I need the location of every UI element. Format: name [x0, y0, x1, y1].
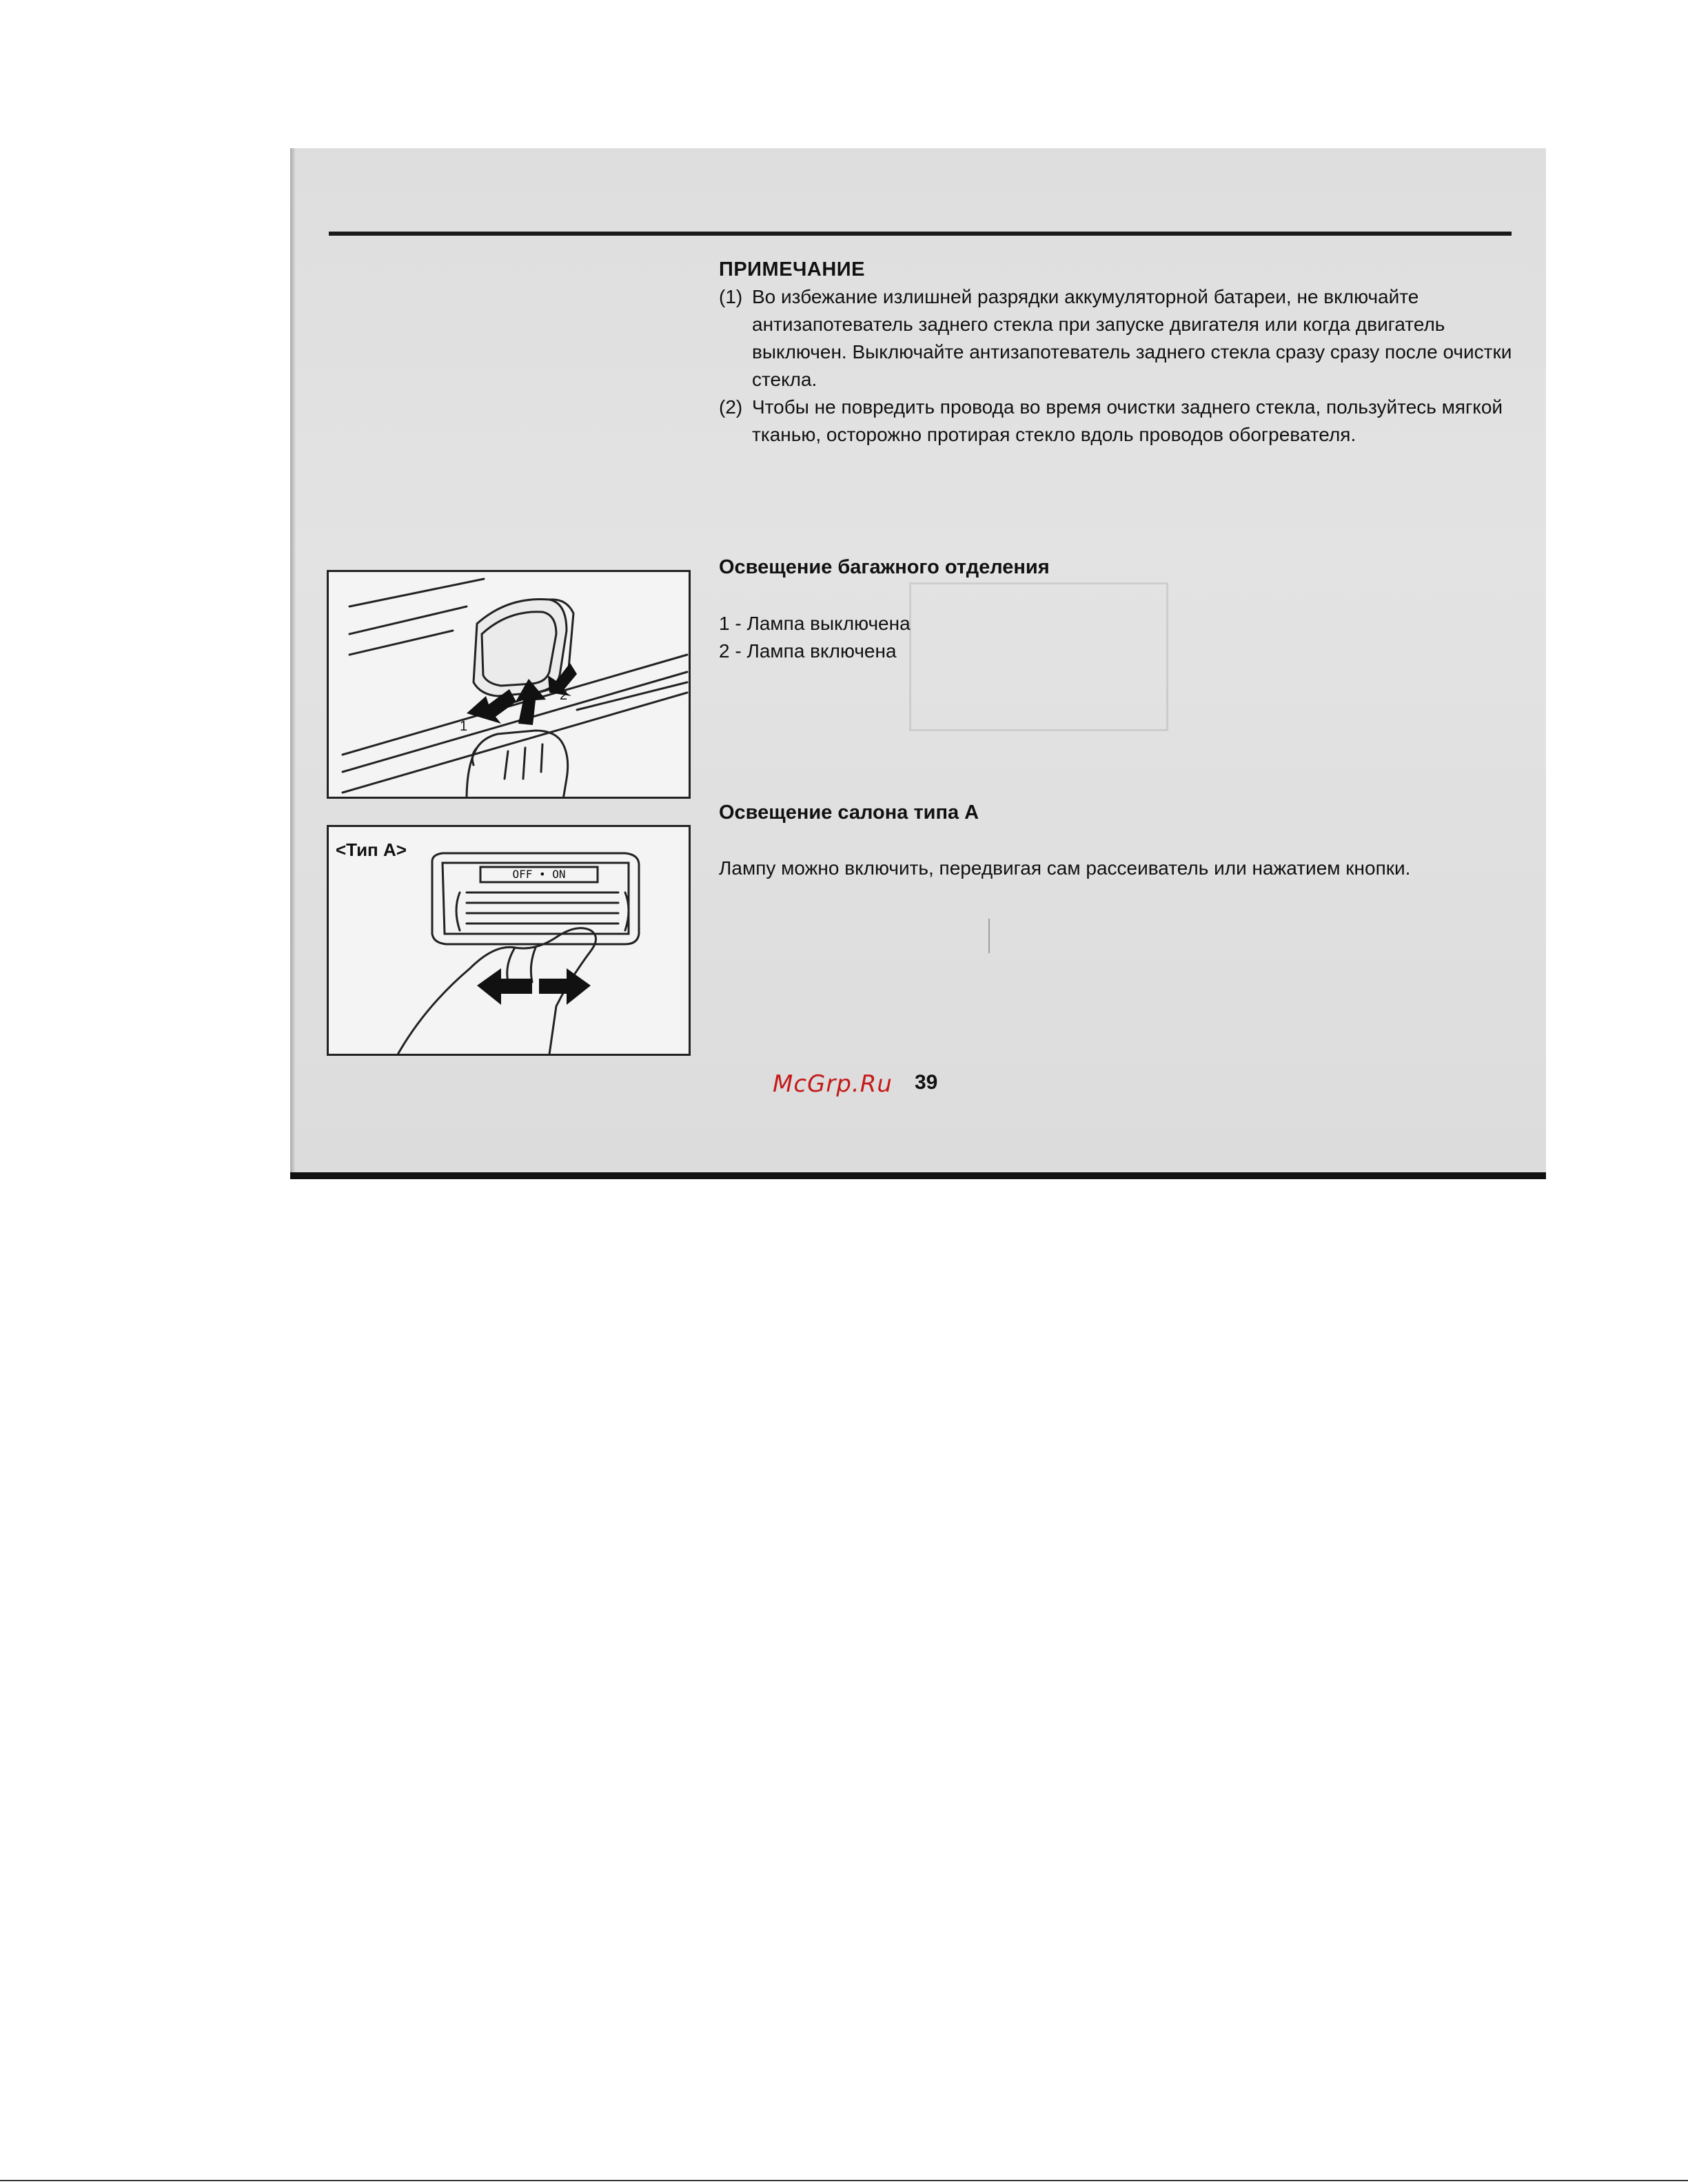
salon-light-title: Освещение салона типа А	[719, 802, 979, 824]
page-edge-shadow	[290, 148, 296, 1179]
figure-type-label: <Тип А>	[336, 839, 407, 860]
watermark-text: McGrp.Ru	[773, 1070, 893, 1098]
trunk-light-title: Освещение багажного отделения	[719, 556, 1050, 578]
switch-off-on-label: OFF • ON	[512, 868, 566, 881]
bleed-through-box	[909, 582, 1168, 731]
trunk-light-illustration	[327, 570, 691, 799]
note-item-number: (2)	[719, 396, 743, 418]
trunk-lamp-drawing	[329, 572, 691, 799]
note-item-2	[719, 394, 1532, 449]
legend-item-1: 1 - Лампа выключена	[719, 613, 911, 634]
salon-light-illustration	[327, 825, 691, 1056]
note-title: ПРИМЕЧАНИЕ	[719, 258, 865, 280]
salon-lamp-drawing	[329, 827, 691, 1056]
note-block	[719, 256, 1532, 449]
note-item-text: Чтобы не повредить провода во время очистки заднего стекла, пользуйтесь мягкой тканью, осторожно протирая стекло вдоль проводов обогревателя.	[752, 396, 1503, 445]
header-rule	[329, 232, 1512, 236]
figure-callout-2: 2	[560, 688, 568, 703]
note-item-1	[719, 283, 1532, 394]
trunk-light-legend	[719, 610, 911, 665]
page-number: 39	[915, 1071, 938, 1094]
legend-item-2: 2 - Лампа включена	[719, 640, 897, 662]
note-item-text: Во избежание излишней разрядки аккумуляторной батареи, не включайте антизапотеватель заднего стекла при запуске двигателя или когда двигатель выключен. Выключайте антизапотеватель заднего стекла сразу сразу после очистки стекла.	[752, 286, 1512, 390]
note-item-number: (1)	[719, 286, 743, 307]
scanned-page	[290, 148, 1546, 1179]
salon-light-description: Лампу можно включить, передвигая сам рассеиватель или нажатием кнопки.	[719, 857, 1411, 879]
figure-callout-1: 1	[460, 719, 468, 734]
page-bottom-border	[0, 2180, 1688, 2181]
scan-mark	[988, 919, 990, 953]
